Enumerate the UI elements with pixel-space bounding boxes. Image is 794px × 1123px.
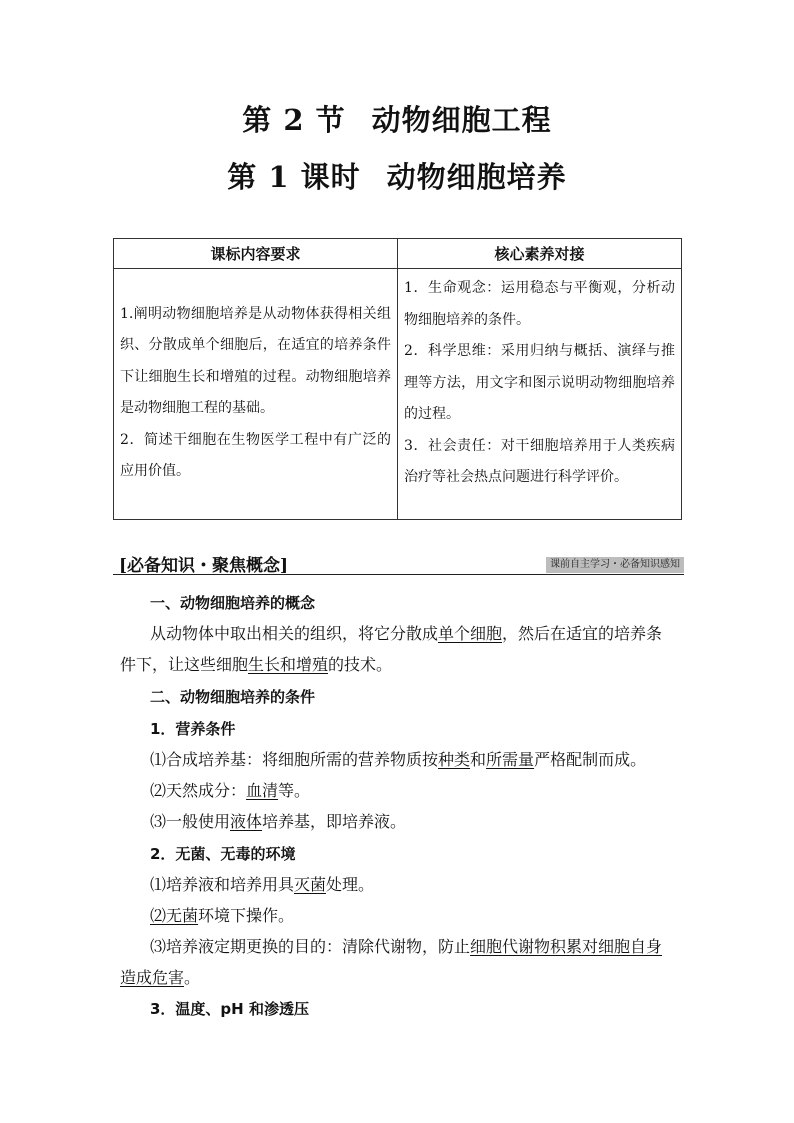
text: ⑵天然成分：: [150, 781, 247, 800]
list-item: [150, 780, 310, 802]
subheading-nutrition: 1．营养条件: [150, 720, 236, 738]
list-item: [150, 936, 662, 958]
literacy-item: 1．生命观念：运用稳态与平衡观，分析动物细胞培养的条件。: [404, 280, 675, 328]
section-header: [113, 551, 684, 575]
curriculum-cell: [114, 269, 398, 520]
text: 件下，让这些细胞: [120, 655, 249, 674]
text: 从动物体中取出相关的组织，将它分散成: [150, 624, 439, 643]
key-term: 单个细胞: [438, 624, 503, 643]
text: 处理。: [326, 875, 375, 894]
text: 培养基，即培养液。: [262, 812, 407, 831]
list-item: [150, 874, 374, 896]
text: ⑴培养液和培养用具: [150, 875, 295, 894]
text: 的技术。: [328, 655, 393, 674]
list-item: [150, 905, 294, 927]
list-item: [150, 749, 646, 771]
text: 严格配制而成。: [534, 750, 647, 769]
text: ⑴合成培养基：将细胞所需的营养物质按: [150, 750, 439, 769]
section-name: 动物细胞工程: [371, 103, 552, 137]
subheading-temperature: 3．温度、pH 和渗透压: [150, 1000, 309, 1018]
literacy-item: 3．社会责任：对干细胞培养用于人类疾病治疗等社会热点问题进行科学评价。: [404, 437, 675, 485]
section-tag: 课前自主学习・必备知识感知: [546, 557, 684, 573]
paragraph-line: [120, 654, 392, 676]
lesson-name: 动物细胞培养: [386, 160, 567, 194]
section-number: 第 2 节: [242, 103, 346, 137]
section-divider: [113, 574, 684, 575]
curriculum-item: 1.阐明动物细胞培养是从动物体获得相关组织、分散成单个细胞后，在适宜的培养条件下让细胞生长和增殖的过程。动物细胞培养是动物细胞工程的基础。: [120, 305, 391, 416]
list-item-continued: [120, 967, 200, 989]
text: ，然后在适宜的培养条: [502, 624, 663, 643]
text: 环境下操作。: [198, 906, 295, 925]
text: 等。: [278, 781, 311, 800]
key-term: 血清: [246, 781, 279, 800]
key-term: 细胞代谢物积累对细胞自身: [470, 937, 663, 956]
header-core-literacy: 核心素养对接: [398, 239, 682, 269]
key-term: 液体: [230, 812, 263, 831]
lesson-title: [0, 155, 794, 196]
key-term: 种类: [438, 750, 471, 769]
core-literacy-cell: [398, 269, 682, 520]
section-label: [必备知识・聚焦概念]: [119, 556, 289, 576]
list-item: [150, 811, 406, 833]
text: 和: [470, 750, 487, 769]
text: 。: [184, 968, 201, 987]
heading-concept: 一、动物细胞培养的概念: [150, 594, 316, 612]
paragraph-line: [150, 623, 662, 645]
curriculum-item: 2．简述干细胞在生物医学工程中有广泛的应用价值。: [120, 431, 391, 479]
text: ⑶一般使用: [150, 812, 231, 831]
key-term: 造成危害: [120, 968, 185, 987]
text: ⑶培养液定期更换的目的：清除代谢物，防止: [150, 937, 471, 956]
section-title: [0, 98, 794, 139]
key-term: 生长和增殖: [248, 655, 329, 674]
heading-conditions: 二、动物细胞培养的条件: [150, 688, 316, 706]
header-curriculum: 课标内容要求: [114, 239, 398, 269]
key-term: 灭菌: [294, 875, 327, 894]
subheading-sterile: 2．无菌、无毒的环境: [150, 845, 296, 863]
key-term: 所需量: [486, 750, 535, 769]
standards-table: [113, 238, 682, 520]
key-term: ⑵无菌: [150, 906, 199, 925]
literacy-item: 2．科学思维：采用归纳与概括、演绎与推理等方法，用文字和图示说明动物细胞培养的过程。: [404, 343, 675, 422]
lesson-number: 第 1 课时: [227, 160, 361, 194]
